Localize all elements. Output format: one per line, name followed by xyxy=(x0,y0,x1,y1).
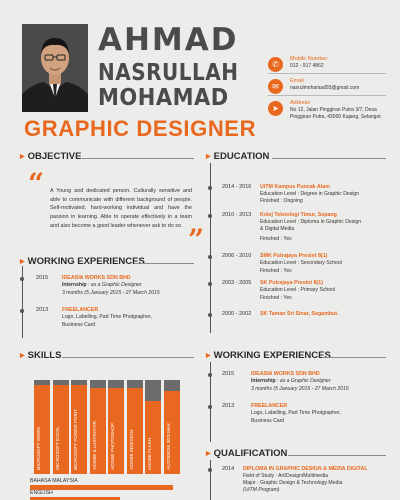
timeline-dot xyxy=(208,214,212,218)
contact-value: No 12, Jalan Pinggiran Putra 3/7, Desa Pinggiran Putra, 43000 Kajang, Selangor. xyxy=(290,107,383,120)
contact-label: Mobile Number xyxy=(290,56,328,62)
edu-year: 2010 - 2013 xyxy=(222,212,252,218)
contact-label: Email xyxy=(290,78,304,84)
edu-level: Education Level : Secondary School xyxy=(260,260,342,266)
arrow-icon: ▶ xyxy=(206,154,211,160)
edu-level: Education Level : Diploma in Graphic Design xyxy=(260,219,362,225)
skill-bar xyxy=(108,388,124,474)
skill-bar xyxy=(90,388,106,474)
work-role: Internship : as a Graphic Designer xyxy=(251,378,331,384)
section-rule xyxy=(134,263,194,264)
contact-divider xyxy=(268,95,386,96)
timeline-dot xyxy=(208,373,212,377)
skill-bar xyxy=(34,385,50,474)
skill-bar xyxy=(71,385,87,474)
work-company: FREELANCER xyxy=(62,307,99,313)
job-title: GRAPHIC DESIGNER xyxy=(24,116,257,141)
timeline-dot xyxy=(208,313,212,317)
arrow-icon: ▶ xyxy=(206,451,211,457)
name-first: AHMAD xyxy=(98,22,239,58)
close-quote-icon: ” xyxy=(188,223,205,256)
skill-bar xyxy=(127,388,143,474)
contact-label: Address xyxy=(290,100,311,106)
work-year: 2013 xyxy=(36,307,49,313)
arrow-icon: ▶ xyxy=(206,353,211,359)
name-last: MOHAMAD xyxy=(98,84,229,111)
arrow-icon: ▶ xyxy=(20,353,25,359)
contact-value[interactable]: nasrulmohamad93@gmail.com xyxy=(290,85,360,91)
phone-icon: ✆ xyxy=(268,57,283,72)
skill-bar xyxy=(145,401,161,474)
timeline-dot xyxy=(208,186,212,190)
location-icon: ➤ xyxy=(268,101,283,116)
edu-school: SK Taman Sri Sinar, Segambut. xyxy=(260,311,339,317)
section-rule xyxy=(62,357,194,358)
qual-title: DIPLOMA IN GRAPHIC DESIGN & MEDIA DIGITAL xyxy=(243,466,368,472)
work-year: 2015 xyxy=(222,371,235,377)
section-rule xyxy=(288,455,386,456)
work-period: 3 months (5 January 2015 - 27 March 2015 xyxy=(62,290,160,296)
edu-finished: Finished : Yes xyxy=(260,295,292,301)
name-middle: NASRULLAH xyxy=(98,58,239,86)
work-heading-right: ▶ WORKING EXPERIENCES xyxy=(206,350,331,361)
skill-label: ADOBE FLASH xyxy=(147,437,152,470)
edu-school: SK Putrajaya Presint 8(1) xyxy=(260,280,323,286)
objective-text: A Young and dedicated person. Culturally sensitive and able to communicate with different background of people. Self-motivated, hard-working individual and have the passion in learning. Able to operate effectively in a team and also become a good leader whenever ask to do so. xyxy=(50,188,192,229)
timeline-dot xyxy=(20,277,24,281)
skill-bar xyxy=(53,385,69,474)
edu-finished: Finished : Ongoing xyxy=(260,198,303,204)
edu-finished: Finished : Yes xyxy=(260,268,292,274)
skill-label: MICROSOFT WORD xyxy=(36,426,41,470)
open-quote-icon: “ xyxy=(28,167,45,200)
work-role: Internship : as a Graphic Designer xyxy=(62,282,142,288)
qual-year: 2014 xyxy=(222,466,235,472)
timeline-dot xyxy=(208,468,212,472)
edu-year: 2014 - 2016 xyxy=(222,184,252,190)
work-description: Logo, Labelling, Part Time Photgrapher, xyxy=(251,410,341,416)
qual-field: Field of Study : Art/Design/Multimedia xyxy=(243,473,328,479)
skill-label: AUTODESK 3DS MAX xyxy=(165,423,171,470)
section-rule xyxy=(272,158,386,159)
skill-label: MICROSOFT EXCEL xyxy=(54,426,60,470)
skills-chart xyxy=(34,380,184,474)
skill-label: ADOBE ILLUSTRATOR xyxy=(91,421,97,470)
qual-program: (UiTM Program) xyxy=(243,487,280,493)
work-heading: ▶ WORKING EXPERIENCES xyxy=(20,256,145,267)
edu-level: Education Level : Degree in Graphic Design xyxy=(260,191,360,197)
edu-year: 2003 - 2005 xyxy=(222,280,252,286)
edu-school: UiTM Kampus Puncak Alam xyxy=(260,184,330,190)
work-company: FREELANCER xyxy=(251,403,288,409)
skill-label: ADOBE PHOTOSHOP xyxy=(110,423,115,470)
timeline-dot xyxy=(208,405,212,409)
work-period: 3 months (5 January 2015 - 27 March 2015 xyxy=(251,386,349,392)
objective-heading: ▶ OBJECTIVE xyxy=(20,151,82,162)
qual-major: Major : Graphic Design & Technology Media xyxy=(243,480,343,486)
timeline-dot xyxy=(208,255,212,259)
work-year: 2015 xyxy=(36,275,49,281)
contact-divider xyxy=(268,73,386,74)
timeline-dot xyxy=(208,282,212,286)
language-label: ENGLISH xyxy=(30,490,53,496)
skill-bar xyxy=(164,391,180,474)
work-company: IDEASIA WORKS SDN BHD xyxy=(251,371,320,377)
arrow-icon: ▶ xyxy=(20,154,25,160)
edu-school: Kolej Teknologi Timur, Sepang xyxy=(260,212,337,218)
work-description: Business Card xyxy=(251,418,285,424)
language-label: BAHASA MALAYSIA xyxy=(30,478,78,484)
section-rule xyxy=(322,357,386,358)
edu-level-cont: & Digital Media xyxy=(260,226,295,232)
skill-label: MICROSOFT POWER POINT xyxy=(73,408,78,470)
edu-finished: Finished : Yes xyxy=(260,236,292,242)
skills-heading: ▶ SKILLS xyxy=(20,350,62,361)
arrow-icon: ▶ xyxy=(20,259,25,265)
timeline-dot xyxy=(20,309,24,313)
edu-year: 2006 - 2010 xyxy=(222,253,252,259)
edu-school: SMK Putrajaya Presint 8(1) xyxy=(260,253,328,259)
mail-icon: ✉ xyxy=(268,79,283,94)
edu-year: 2000 - 2002 xyxy=(222,311,252,317)
profile-photo xyxy=(22,24,88,112)
work-description: Business Card xyxy=(62,322,96,328)
edu-level: Education Level : Primary School xyxy=(260,287,336,293)
section-rule xyxy=(82,158,194,159)
timeline-line xyxy=(210,460,211,500)
work-year: 2013 xyxy=(222,403,235,409)
work-description: Logo, Labelling, Part Time Photgrapher, xyxy=(62,314,152,320)
qualification-heading: ▶ QUALIFICATION xyxy=(206,448,288,459)
work-company: IDEASIA WORKS SDN BHD xyxy=(62,275,131,281)
contact-value: 012 - 917 4862 xyxy=(290,63,324,69)
skill-label: ADOBE INDESIGN xyxy=(128,430,134,470)
education-heading: ▶ EDUCATION xyxy=(206,151,270,162)
